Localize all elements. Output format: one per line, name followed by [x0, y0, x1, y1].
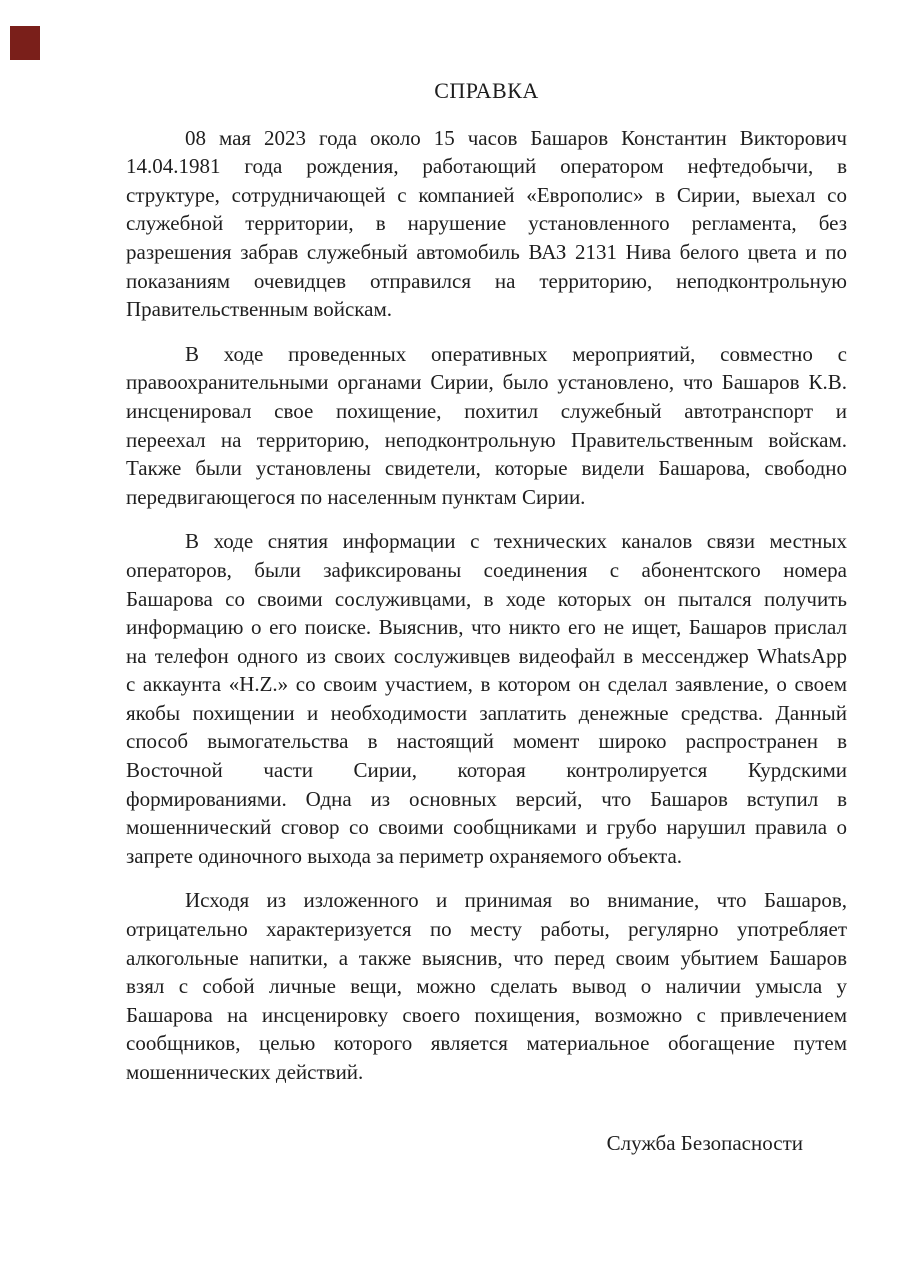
paragraph: [126, 124, 847, 324]
text-line: В ходе проведенных оперативных мероприятий, совместно с: [185, 341, 847, 366]
text-line: мошеннических действий.: [126, 1060, 364, 1084]
text-line: якобы похищении и необходимости заплатить денежные средства. Данный: [126, 700, 847, 725]
text-line: запрете одиночного выхода за периметр охраняемого объекта.: [126, 843, 683, 868]
text-line: сообщников, целью которого является материальное обогащение путем: [126, 1031, 847, 1056]
text-line: В ходе снятия информации с технических каналов связи местных: [185, 529, 847, 554]
text-line: 08 мая 2023 года около 15 часов Башаров Константин Викторович: [185, 125, 847, 150]
text-line: инсценировал свое похищение, похитил служебный автотранспорт и: [126, 398, 847, 423]
text-line: Правительственным войскам.: [126, 297, 393, 322]
text-line: формированиями. Одна из основных версий, что Башаров вступил в: [126, 786, 847, 811]
text-line: переехал на территорию, неподконтрольную Правительственным войскам.: [126, 427, 847, 452]
text-line: Башарова со своими сослуживцами, в ходе которых он пытался получить: [126, 586, 847, 611]
text-line: отрицательно характеризуется по месту работы, регулярно употребляет: [126, 917, 847, 942]
text-line: разрешения забрав служебный автомобиль ВАЗ 2131 Нива белого цвета и по: [126, 239, 847, 264]
text-line: с аккаунта «H.Z.» со своим участием, в котором он сделал заявление, о своем: [126, 672, 847, 697]
text-line: Исходя из изложенного и принимая во внимание, что Башаров,: [185, 888, 847, 913]
text-line: информацию о его поиске. Выяснив, что никто его не ищет, Башаров прислал: [126, 615, 847, 640]
text-line: 14.04.1981 года рождения, работающий оператором нефтедобычи, в: [126, 154, 847, 179]
corner-mark: [10, 26, 40, 60]
text-line: операторов, были зафиксированы соединения с абонентского номера: [126, 557, 847, 582]
text-line: взял с собой личные вещи, можно сделать вывод о наличии умысла у: [126, 974, 847, 999]
text-line: алкогольные напитки, а также выяснив, что перед своим убытием Башаров: [126, 945, 847, 970]
text-line: передвигающегося по населенным пунктам Сирии.: [126, 484, 586, 509]
text-line: показаниям очевидцев отправился на территорию, неподконтрольную: [126, 268, 847, 293]
paragraph: [126, 340, 847, 512]
text-line: Башарова на инсценировку своего похищения, возможно с привлечением: [126, 1002, 847, 1027]
document: [126, 0, 847, 1157]
document-body: [126, 124, 847, 1087]
text-line: Восточной части Сирии, которая контролируется Курдскими: [126, 758, 847, 783]
signature-line: Служба Безопасности: [606, 1130, 803, 1155]
text-line: на телефон одного из своих сослуживцев видеофайл в мессенджер WhatsApp: [126, 643, 847, 668]
text-line: структуре, сотрудничающей с компанией «Европолис» в Сирии, выехал со: [126, 182, 847, 207]
paragraph: [126, 886, 847, 1086]
paragraph: [126, 527, 847, 870]
text-line: служебной территории, в нарушение установленного регламента, без: [126, 211, 847, 236]
text-line: мошеннический сговор со своими сообщниками и грубо нарушил правила о: [126, 815, 847, 840]
text-line: Также были установлены свидетели, которые видели Башарова, свободно: [126, 456, 847, 481]
text-line: способ вымогательства в настоящий момент широко распространен в: [126, 729, 847, 754]
text-line: правоохранительными органами Сирии, было установлено, что Башаров К.В.: [126, 370, 847, 395]
document-title: СПРАВКА: [434, 78, 539, 103]
